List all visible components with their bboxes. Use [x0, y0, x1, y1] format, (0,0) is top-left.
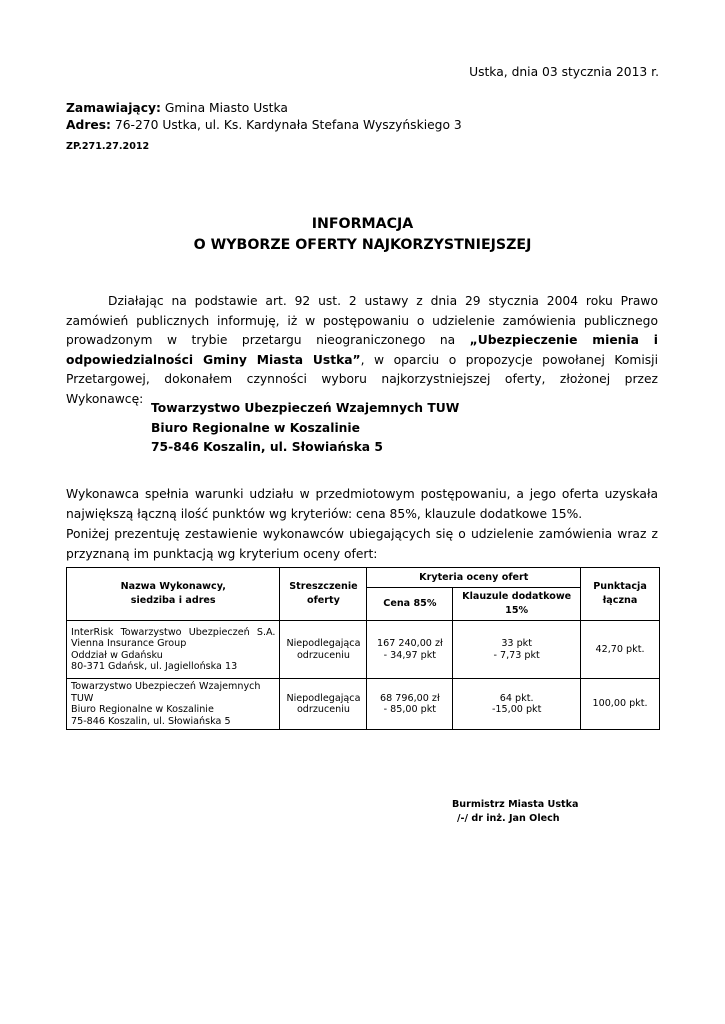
firm-cell	[67, 679, 280, 730]
clauses-count: 33 pkt	[501, 638, 532, 649]
header-total	[581, 568, 660, 621]
price-amount: 167 240,00 zł	[376, 638, 443, 649]
date-line: Ustka, dnia 03 stycznia 2013 r.	[469, 65, 659, 79]
winner-block	[151, 399, 459, 458]
firm-line: Towarzystwo Ubezpieczeń Wzajemnych TUW	[71, 681, 261, 704]
header-name	[67, 568, 280, 621]
price-amount: 68 796,00 zł	[380, 692, 440, 704]
address-line	[66, 117, 462, 134]
intro-text-after: , w oparciu o propozycje powołanej Komisji Przetargowej, dokonałem czynności wyboru najkorzystniejszej oferty, złożonej przez Wykonawcę:	[66, 352, 658, 406]
price-cell	[367, 679, 453, 730]
firm-line: Oddział w Gdańsku	[71, 649, 163, 661]
winner-address: 75-846 Koszalin, ul. Słowiańska 5	[151, 440, 383, 454]
header-summary-line-2: oferty	[307, 595, 340, 606]
header-criteria: Kryteria oceny ofert	[367, 568, 581, 588]
header-total-line-2: łączna	[602, 595, 638, 606]
document-title	[0, 214, 725, 256]
header-price: Cena 85%	[367, 588, 453, 621]
clauses-points: -15,00 pkt	[491, 704, 542, 715]
table-header-row	[67, 568, 660, 588]
title-line-1: INFORMACJA	[311, 216, 414, 232]
header-total-line-1: Punktacja	[593, 581, 647, 592]
firm-line: 80-371 Gdańsk, ul. Jagiellońska 13	[71, 661, 238, 672]
total-cell: 42,70 pkt.	[581, 621, 660, 679]
header-summary-line-1: Streszczenie	[289, 581, 358, 592]
clauses-points: - 7,73 pkt	[493, 649, 540, 661]
orderer-line	[66, 100, 462, 117]
header-clauses: Klauzule dodatkowe 15%	[453, 588, 581, 621]
header-name-line-2: siedziba i adres	[130, 595, 216, 606]
orderer-block	[66, 100, 462, 134]
conditions-paragraph: Wykonawca spełnia warunki udziału w przedmiotowym postępowaniu, a jego oferta uzyskała największą łączną ilość punktów wg kryteriów: cena 85%, klauzule dodatkowe 15%.	[66, 487, 658, 521]
summary-cell	[280, 621, 367, 679]
firm-line: 75-846 Koszalin, ul. Słowiańska 5	[71, 715, 231, 727]
table-row	[67, 621, 660, 679]
clauses-count: 64 pkt.	[499, 692, 534, 704]
price-cell	[367, 621, 453, 679]
title-line-2: O WYBORZE OFERTY NAJKORZYSTNIEJSZEJ	[193, 237, 532, 253]
table-row	[67, 679, 660, 730]
signature-name: /-/ dr inż. Jan Olech	[457, 813, 560, 824]
clauses-cell	[453, 679, 581, 730]
summary-line-2: odrzuceniu	[296, 704, 350, 715]
winner-name: Towarzystwo Ubezpieczeń Wzajemnych TUW	[151, 401, 460, 415]
intro-paragraph	[66, 292, 658, 409]
price-points: - 85,00 pkt	[383, 704, 437, 715]
header-name-line-1: Nazwa Wykonawcy,	[120, 581, 226, 592]
firm-line: Vienna Insurance Group	[71, 638, 187, 649]
firm-line: Biuro Regionalne w Koszalinie	[71, 704, 214, 715]
firm-line: InterRisk Towarzystwo Ubezpieczeń S.A.	[71, 626, 276, 638]
summary-line-2: odrzuceniu	[296, 649, 350, 661]
winner-branch: Biuro Regionalne w Koszalinie	[151, 420, 360, 435]
address-label: Adres:	[66, 118, 111, 132]
summary-cell	[280, 679, 367, 730]
signature-block	[452, 798, 578, 826]
summary-line-1: Niepodlegająca	[286, 692, 361, 704]
reference-number: ZP.271.27.2012	[66, 141, 150, 152]
order-subject: „Ubezpieczenie mienia i odpowiedzialności Gminy Miasta Ustka”	[66, 333, 658, 367]
firm-cell	[67, 621, 280, 679]
price-points: - 34,97 pkt	[383, 649, 437, 661]
orderer-label: Zamawiający:	[66, 101, 161, 115]
clauses-cell	[453, 621, 581, 679]
offers-table	[66, 567, 660, 730]
signature-title: Burmistrz Miasta Ustka	[452, 799, 579, 810]
summary-line-1: Niepodlegająca	[286, 638, 361, 649]
intro-text-before: Działając na podstawie art. 92 ust. 2 ustawy z dnia 29 stycznia 2004 roku Prawo zamówień publicznych informuję, iż w postępowaniu o udzielenie zamówienia publicznego prowadzonym w trybie przetargu nieograniczonego na	[66, 294, 658, 347]
summary-paragraph: Poniżej prezentuję zestawienie wykonawców ubiegających się o udzielenie zamówienia wraz z przyznaną im punktacją wg kryterium oceny ofert:	[66, 527, 658, 561]
address-value: 76-270 Ustka, ul. Ks. Kardynała Stefana Wyszyńskiego 3	[114, 118, 462, 132]
header-summary	[280, 568, 367, 621]
orderer-value: Gmina Miasto Ustka	[164, 101, 288, 115]
total-cell: 100,00 pkt.	[581, 679, 660, 730]
